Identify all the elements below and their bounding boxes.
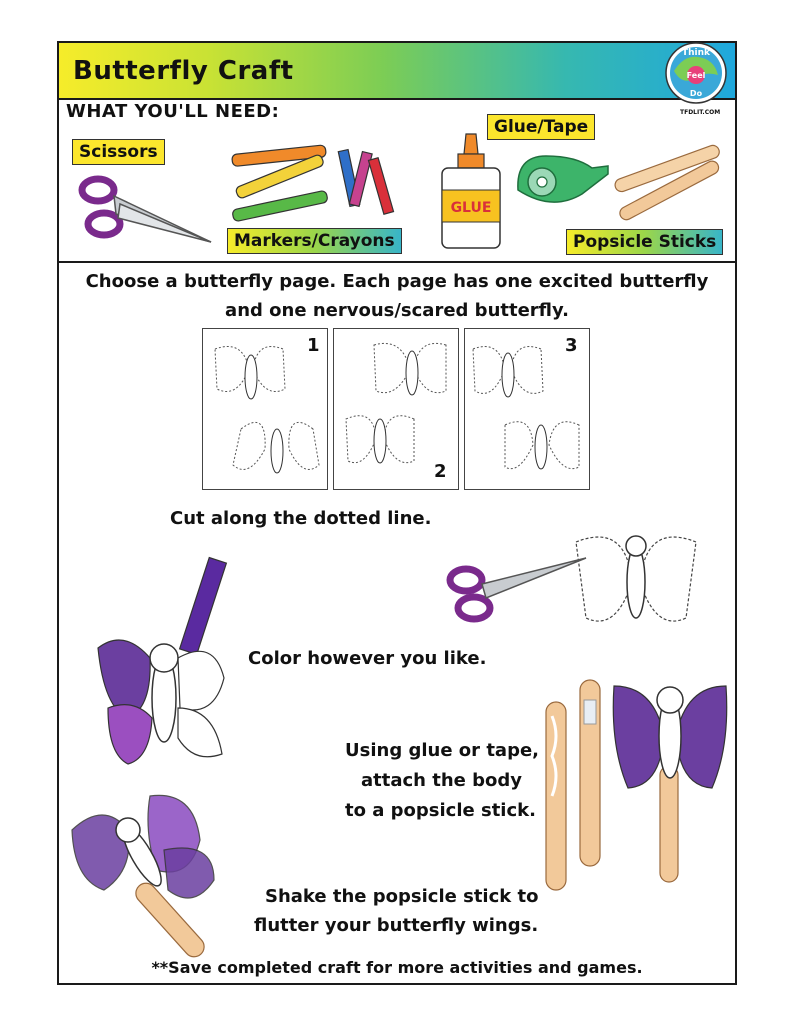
attach-line-3: to a popsicle stick. [345,800,536,821]
page-title: Butterfly Craft [73,56,294,86]
glue-bottle-icon [438,132,504,250]
stick-butterfly-illustration [544,676,728,886]
color-instruction: Color however you like. [248,648,487,669]
shake-line-2: flutter your butterfly wings. [254,915,539,936]
tape-dispenser-icon [512,150,612,214]
panel-number-2: 2 [434,461,447,482]
panel-number-3: 3 [565,335,578,356]
scissors-icon [76,172,216,252]
needs-heading: WHAT YOU'LL NEED: [66,101,280,122]
markers-crayons-icon [226,128,410,228]
panel-number-1: 1 [307,335,320,356]
label-popsicle-sticks: Popsicle Sticks [566,229,723,255]
butterfly-page-2[interactable] [333,328,459,490]
logo-do: Do [689,89,703,98]
shake-line-1: Shake the popsicle stick to [265,886,539,907]
flutter-butterfly-illustration [64,790,248,960]
site-url: TFDLIT.COM [680,109,721,116]
think-feel-do-logo [664,41,728,105]
coloring-butterfly-illustration [94,558,234,776]
choose-line-2: and one nervous/scared butterfly. [225,300,569,321]
glue-label: GLUE [450,200,492,216]
attach-line-2: attach the body [361,770,523,791]
cut-butterfly-illustration [446,522,712,662]
logo-feel: Feel [686,71,706,80]
label-glue-tape: Glue/Tape [487,114,595,140]
label-scissors: Scissors [72,139,165,165]
section-divider [59,261,735,263]
choose-line-1: Choose a butterfly page. Each page has one excited butterfly [85,271,709,292]
attach-line-1: Using glue or tape, [345,740,540,761]
cut-instruction: Cut along the dotted line. [170,508,432,529]
butterfly-page-1[interactable] [202,328,328,490]
label-markers-crayons: Markers/Crayons [227,228,402,254]
popsicle-sticks-icon [612,132,724,224]
save-note: **Save completed craft for more activities and games. [151,958,643,977]
logo-think: Think [681,48,711,58]
butterfly-page-3[interactable] [464,328,590,490]
